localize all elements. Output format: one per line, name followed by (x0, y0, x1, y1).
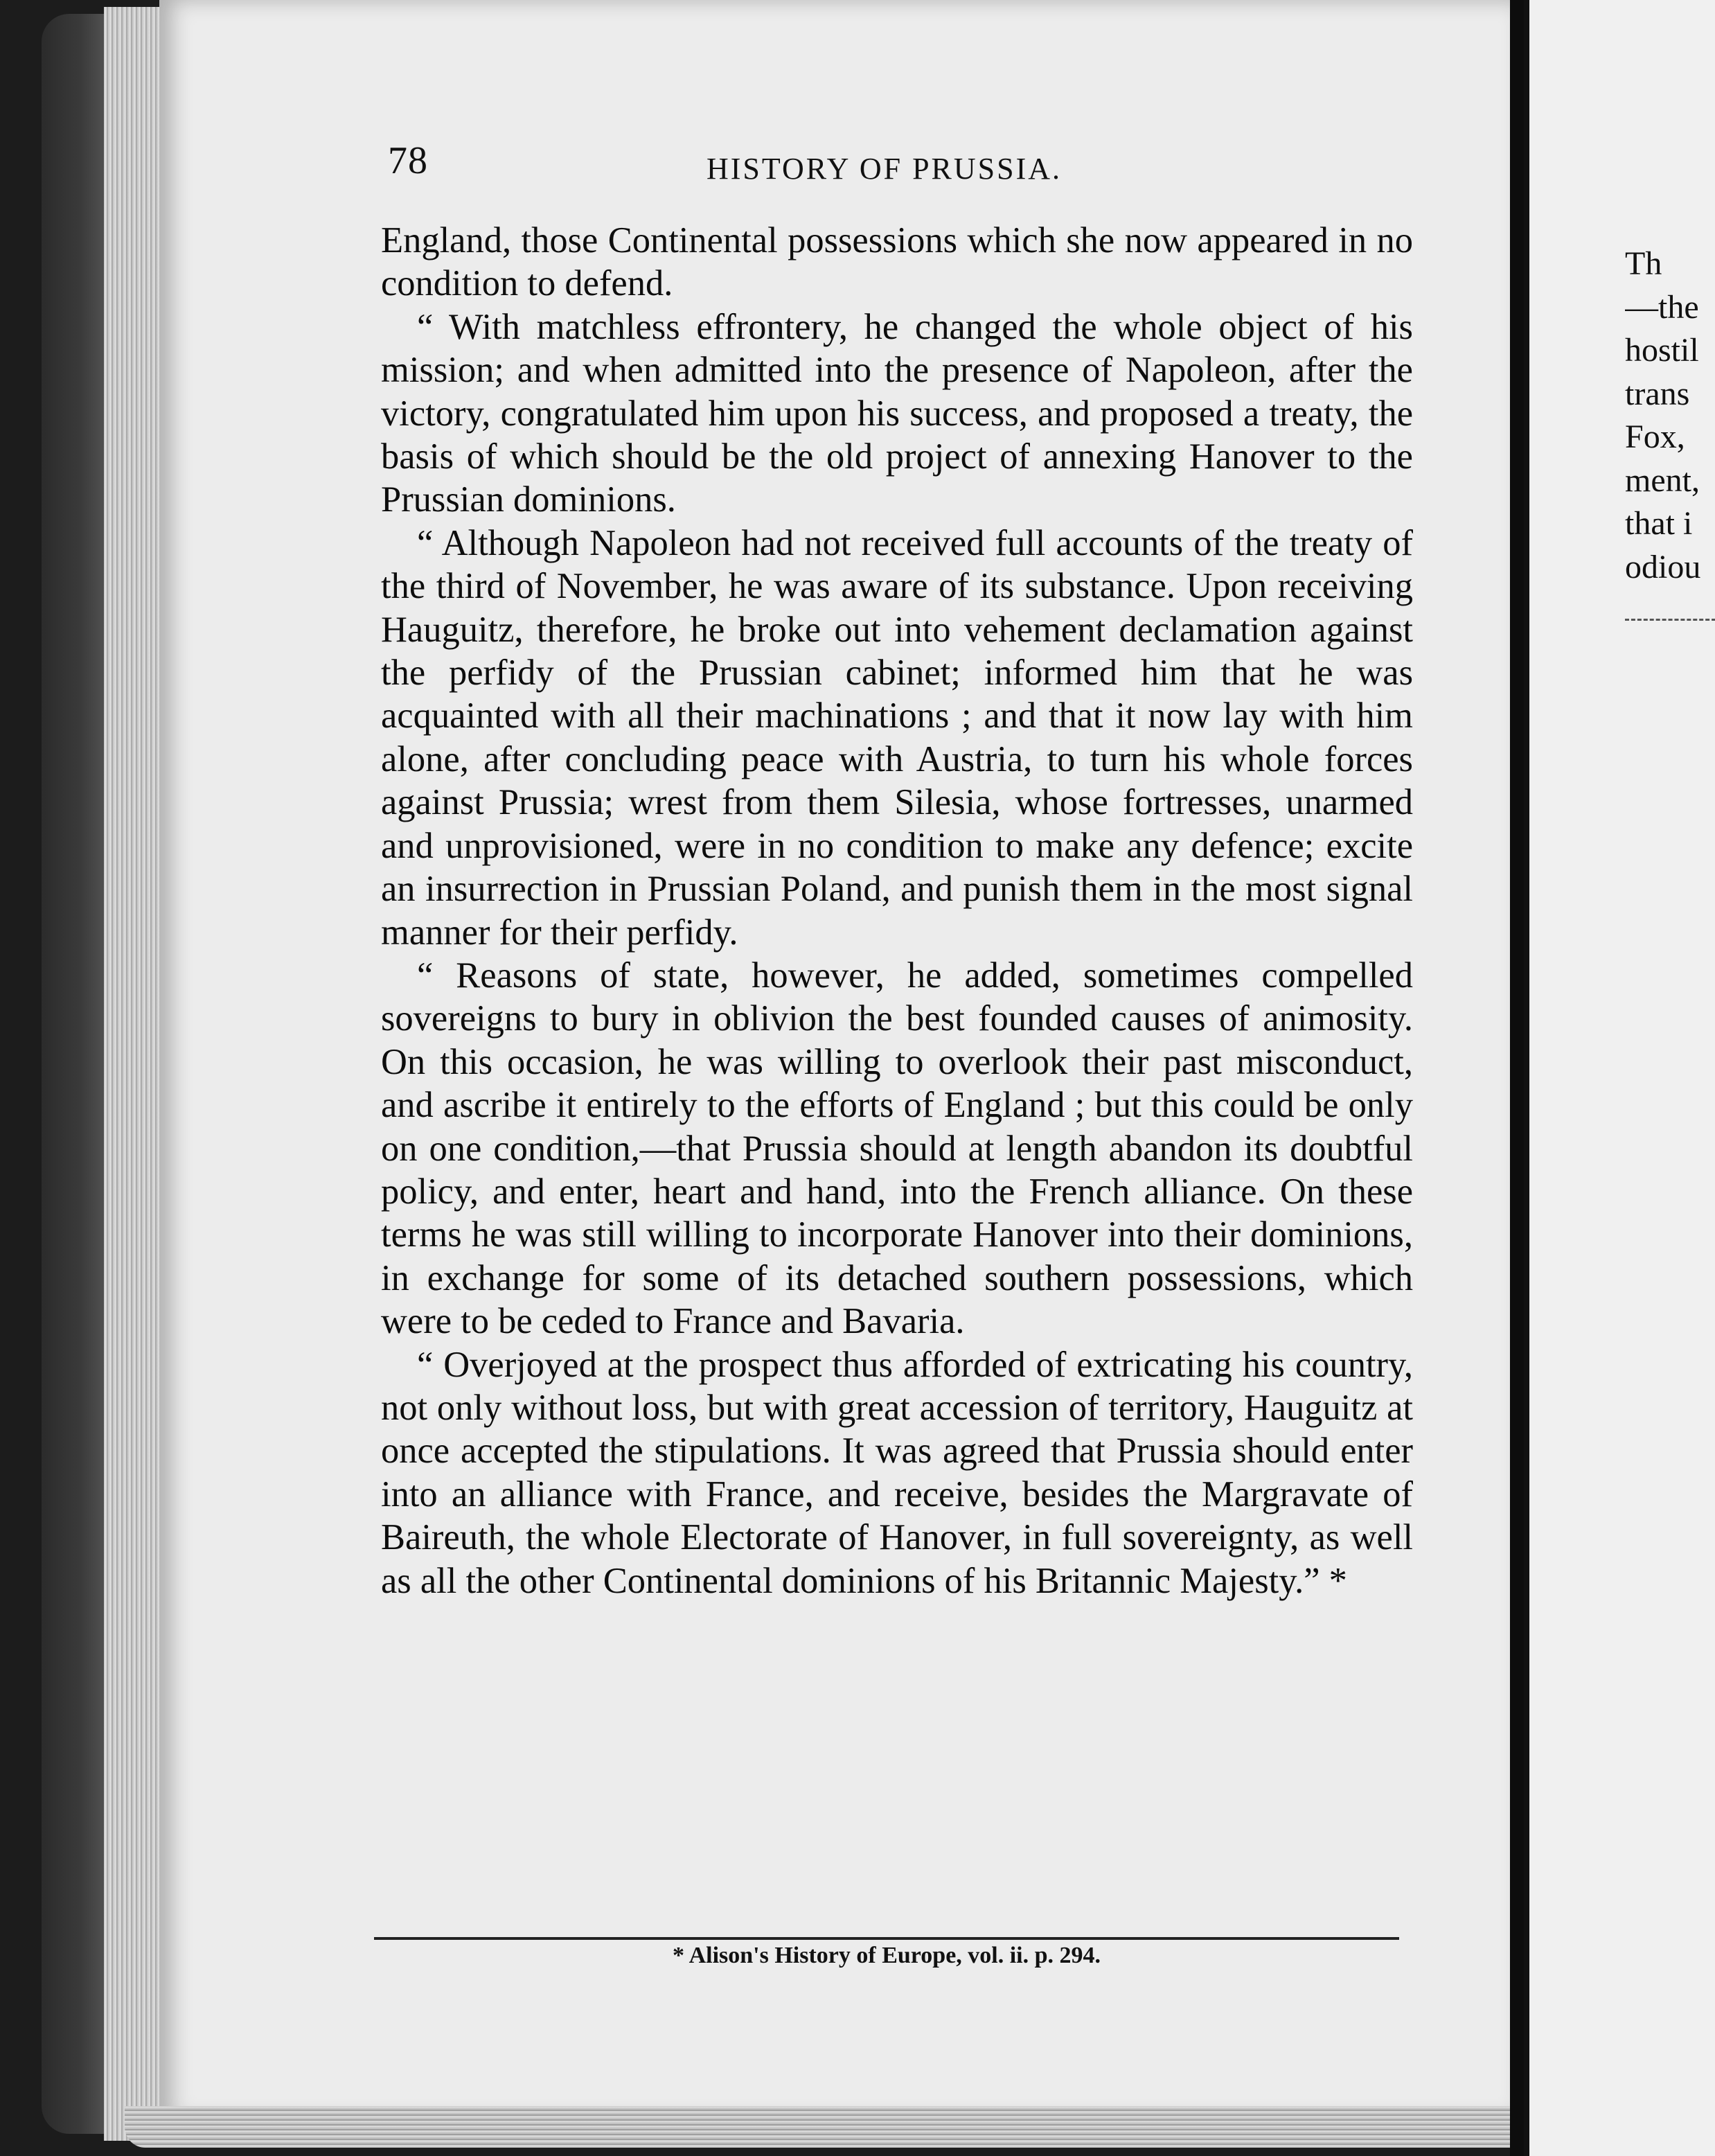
paragraph: “ With matchless effrontery, he changed the whole object of his mission; and when admitted into the presence of Napoleon, after the victory, congratulated him upon his success, and proposed a treaty, the basis of which should be the old project of annexing Hanover to the Prussian dominions. (381, 306, 1413, 520)
facing-line: odiou (1625, 548, 1701, 585)
paragraph: England, those Continental possessions which she now appeared in no condition to defend. (381, 220, 1413, 304)
facing-line: that i (1625, 505, 1693, 542)
page-number: 78 (388, 139, 428, 182)
facing-line: trans (1625, 375, 1690, 412)
facing-line: hostil (1625, 332, 1699, 369)
facing-page-text (1625, 242, 1715, 589)
footnote-rule (374, 1937, 1399, 1940)
facing-line: Fox, (1625, 418, 1685, 455)
paragraph: “ Reasons of state, however, he added, sometimes compelled sovereigns to bury in oblivion the best founded causes of animosity. On this occasion, he was willing to overlook their past misconduct, and ascribe it entirely to the efforts of England ; but this could be only on one condition,—that Prussia should at length abandon its doubtful policy, and enter, heart and hand, into the French alliance. On these terms he was still willing to incorporate Hanover into their dominions, in exchange for some of its detached southern possessions, which were to be ceded to France and Bavaria. (381, 955, 1413, 1342)
paragraph: “ Overjoyed at the prospect thus afforded of extricating his country, not only without loss, but with great accession of territory, Hauguitz at once accepted the stipulations. It was agreed that Prussia should enter into an alliance with France, and receive, besides the Margravate of Baireuth, the whole Electorate of Hanover, in full sovereignty, as well as all the other Continental dominions of his Britannic Majesty.” * (381, 1344, 1413, 1601)
facing-line: Th (1625, 245, 1662, 282)
page-edges (104, 7, 166, 2141)
facing-page-rule (1625, 619, 1715, 621)
facing-line: ment, (1625, 461, 1700, 499)
facing-line: —the (1625, 288, 1699, 326)
paragraph: “ Although Napoleon had not received full accounts of the treaty of the third of November, he was aware of its substance. Upon receiving Hauguitz, therefore, he broke out into vehement declamation against the perfidy of the Prussian cabinet; informed him that he was acquainted with all their machinations ; and that it now lay with him alone, after concluding peace with Austria, to turn his whole forces against Prussia; wrest from them Silesia, whose fortresses, unarmed and unprovisioned, were in no condition to make any defence; excite an insurrection in Prussian Poland, and punish them in the most signal manner for their perfidy. (381, 522, 1413, 953)
running-head (388, 139, 1399, 194)
footnote: * Alison's History of Europe, vol. ii. p. 294. (672, 1943, 1101, 1968)
page-title: HISTORY OF PRUSSIA. (707, 152, 1063, 186)
page-bottom-edges (125, 2106, 1510, 2148)
body-text (381, 219, 1413, 1602)
